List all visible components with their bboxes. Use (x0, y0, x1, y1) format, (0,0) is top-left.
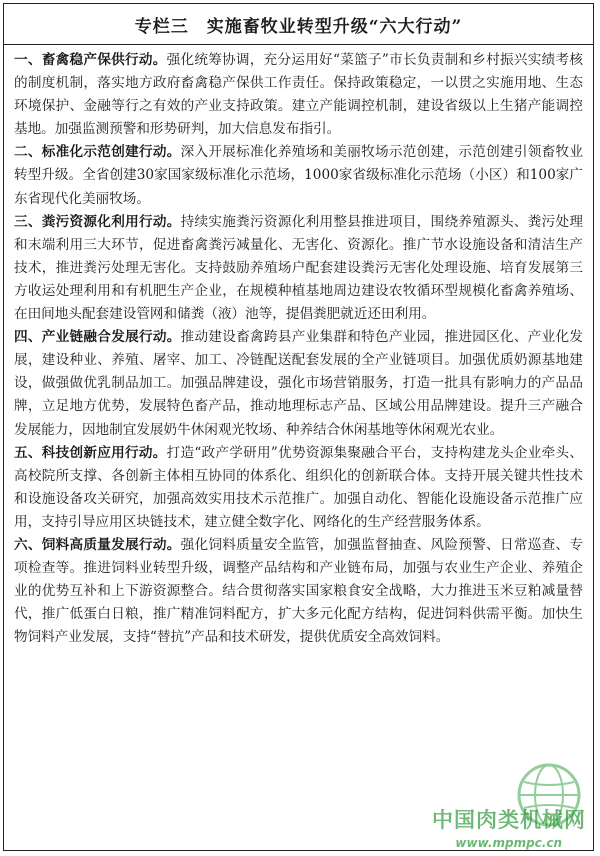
section-text: 推动建设畜禽跨县产业集群和特色产业园，推进园区化、产业化发展，建设种业、养殖、屠宰、加工、冷链配送配套发展的全产业链项目。加强优质奶源基地建设，做强做优乳制品加工。加强品牌建设，强化市场营销服务，打造一批具有影响力的产品品牌，立足地方优势，发展特色畜产品，推动地理标志产品、区域公用品牌建设。提升三产融合发展能力，因地制宜发展奶牛休闲观光牧场、种养结合休闲基地等休闲观光农业。 (14, 329, 584, 438)
section-heading: 三、粪污资源化利用行动。 (14, 213, 181, 230)
section-heading: 二、标准化示范创建行动。 (14, 144, 181, 161)
section-text: 强化饲料质量安全监管，加强监督抽查、风险预警、日常巡查、专项检查等。推进饲料业转型升级，调整产品结构和产业链布局，加强与农业生产企业、养殖企业的优势互补和上下游资源整合。结合贯彻落实国家粮食安全战略，大力推进玉米豆粕减量替代，推广低蛋白日粮，推广精准饲料配方，扩大多元化配方结构，促进饲料供需平衡。加快生物饲料产业发展，支持“替抗”产品和技术研发，提供优质安全高效饲料。 (14, 536, 584, 646)
section-heading: 四、产业链融合发展行动。 (14, 329, 181, 346)
watermark-url: www.mpmpc.cn (455, 836, 562, 850)
section-manure-utilization (14, 211, 583, 326)
section-text: 打造“政产学研用”优势资源集聚融合平台，支持构建龙头企业牵头、高校院所支撑、各创新主体相互协同的体系化、组织化的创新联合体。支持开展关键共性技术和设施设备攻关研究，加强高效实用技术示范推广。加强自动化、智能化设施设备示范推广应用，支持引导应用区块链技术，建立健全数字化、网络化的生产经营服务体系。 (14, 444, 583, 530)
section-heading: 五、科技创新应用行动。 (14, 444, 167, 461)
watermark-text: 中国肉类机械网 (432, 808, 586, 832)
section-tech-innovation (14, 442, 583, 534)
section-text: 持续实施粪污资源化利用整县推进项目，围绕养殖源头、粪污处理和末端利用三大环节，促进畜禽粪污减量化、无害化、资源化。推广节水设施设备和清洁生产技术，推进粪污处理无害化。支持鼓励养殖场户配套建设粪污无害化处理设施、培育发展第三方收运处理利用和有机肥生产企业，在规模种植基地周边建设农牧循环型规模化畜禽养殖场、在田间地头配套建设管网和储粪（液）池等，提倡粪肥就近还田利用。 (14, 213, 584, 323)
column-title-row (4, 4, 593, 45)
section-heading: 六、饲料高质量发展行动。 (14, 536, 181, 553)
column-body (4, 45, 593, 649)
column-title: 专栏三 实施畜牧业转型升级“六大行动” (134, 16, 463, 37)
column-box (3, 3, 594, 851)
section-text: 强化统筹协调，充分运用好“菜篮子”市长负责制和乡村振兴实绩考核的制度机制，落实地方政府畜禽稳产保供工作责任。保持政策稳定，一以贯之实施用地、生态环境保护、金融等行之有效的产业支持政策。建立产能调控机制，建设省级以上生猪产能调控基地。加强监测预警和形势研判，加大信息发布指引。 (14, 52, 583, 138)
watermark (387, 760, 592, 852)
section-heading: 一、畜禽稳产保供行动。 (14, 52, 167, 68)
section-text: 深入开展标准化养殖场和美丽牧场示范创建，示范创建引领畜牧业转型升级。全省创建30家国家级标准化示范场，1000家省级标准化示范场（小区）和100家广东省现代化美丽牧场。 (14, 144, 584, 207)
section-livestock-supply (14, 49, 583, 141)
section-feed-quality (14, 534, 583, 649)
section-industry-chain (14, 326, 583, 441)
section-standardization (14, 141, 583, 210)
